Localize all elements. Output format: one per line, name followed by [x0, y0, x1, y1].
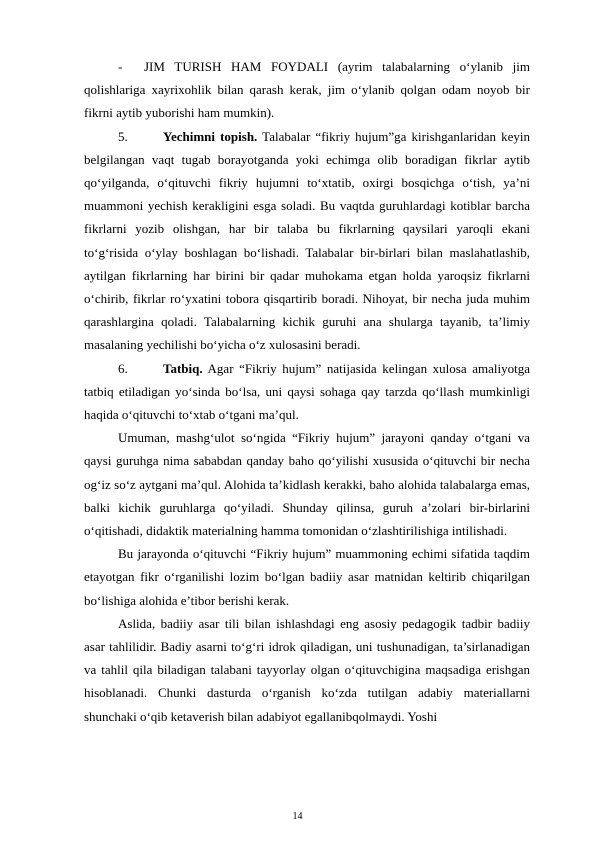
paragraph-text: Talabalar “fikriy hujum”ga kirishganlaridan keyin belgilangan vaqt tugab borayotganda yoki echimga olib boradigan fikrlar aytib qo‘yilganda, o‘qituvchi fikriy hujumni to‘xtatib, oxirgi bosqichga o‘tish, ya’ni muammoni yechish kerakligini esga soladi. Bu vaqtda guruhlardagi kotiblar barcha fikrlarni yozib olishgan, har bir talaba bu fikrlarning qaysilari yaroqli ekani to‘g‘risida o‘ylay boshlagan bo‘lishadi. Talabalar bir-birlari bilan maslahatlashib, aytilgan fikrlarning har birini bir qadar muhokama etgan holda yaroqsiz fikrlarni o‘chirib, fikrlar ro‘yxatini tobora qisqartirib boradi. Nihoyat, bir necha juda muhim qarashlargina qoladi. Talabalarning kichik guruhi ana shularga tayanib, ta’limiy masalaning yechilishi bo‘yicha o‘z xulosasini beradi. [84, 128, 530, 353]
step-heading: Tatbiq. [163, 360, 203, 376]
step-number: 5. [118, 128, 128, 144]
paragraph-text: Agar “Fikriy hujum” natijasida kelingan xulosa amaliyotga tatbiq etiladigan yo‘sinda bo‘lsa, uni qaysi sohaga qay tarzda qo‘llash mumkinligi haqida o‘qituvchi to‘xtab o‘tgani ma’qul. [84, 360, 530, 423]
step-heading: Yechimni topish. [163, 128, 258, 144]
document-body [84, 55, 530, 728]
list-dash: - [118, 59, 123, 74]
page-number: 14 [292, 811, 303, 822]
paragraph-text: JIM TURISH HAM FOYDALI (ayrim talabalarning o‘ylanib jim qolishlariga xayrixohlik bilan qarash kerak, jim o‘ylanib qolgan odam noyob bir fikrni aytib yuborishi ham mumkin). [84, 59, 530, 121]
paragraph-summary: Umuman, mashg‘ulot so‘ngida “Fikriy hujum” jarayoni qanday o‘tgani va qaysi guruhga nima sababdan qanday baho qo‘yilishi xususida o‘qituvchi bir necha og‘iz so‘z aytgani ma’qul. Alohida ta’kidlash kerakki, baho alohida talabalarga emas, balki kichik guruhlarga qo‘yiladi. Shunday qilinsa, guruh a’zolari bir-birlarini o‘qitishadi, didaktik materialning hamma tomonidan o‘zlashtirilishiga intilishadi. [84, 430, 530, 539]
paragraph-step-5 [84, 125, 530, 357]
paragraph-analysis: Aslida, badiiy asar tili bilan ishlashdagi eng asosiy pedagogik tadbir badiiy asar tahlilidir. Badiy asarni to‘g‘ri idrok qiladigan, uni tushunadigan, ta’sirlanadigan va tahlil qila biladigan talabani tayyorlay olgan o‘qituvchigina maqsadiga erishgan hisoblanadi. Chunki dasturda o‘rganish ko‘zda tutilgan adabiy materiallarni shunchaki o‘qib ketaverish bilan adabiyot egallanibqolmaydi. Yoshi [84, 615, 530, 724]
paragraph-list-item-dash [84, 55, 530, 125]
step-number: 6. [118, 360, 128, 376]
paragraph-step-6 [84, 357, 530, 427]
paragraph-teacher-attention: Bu jarayonda o‘qituvchi “Fikriy hujum” muammoning echimi sifatida taqdim etayotgan fikr o‘rganilishi lozim bo‘lgan badiiy asar matnidan keltirib chiqarilgan bo‘lishiga alohida e’tibor berishi kerak. [84, 546, 530, 608]
